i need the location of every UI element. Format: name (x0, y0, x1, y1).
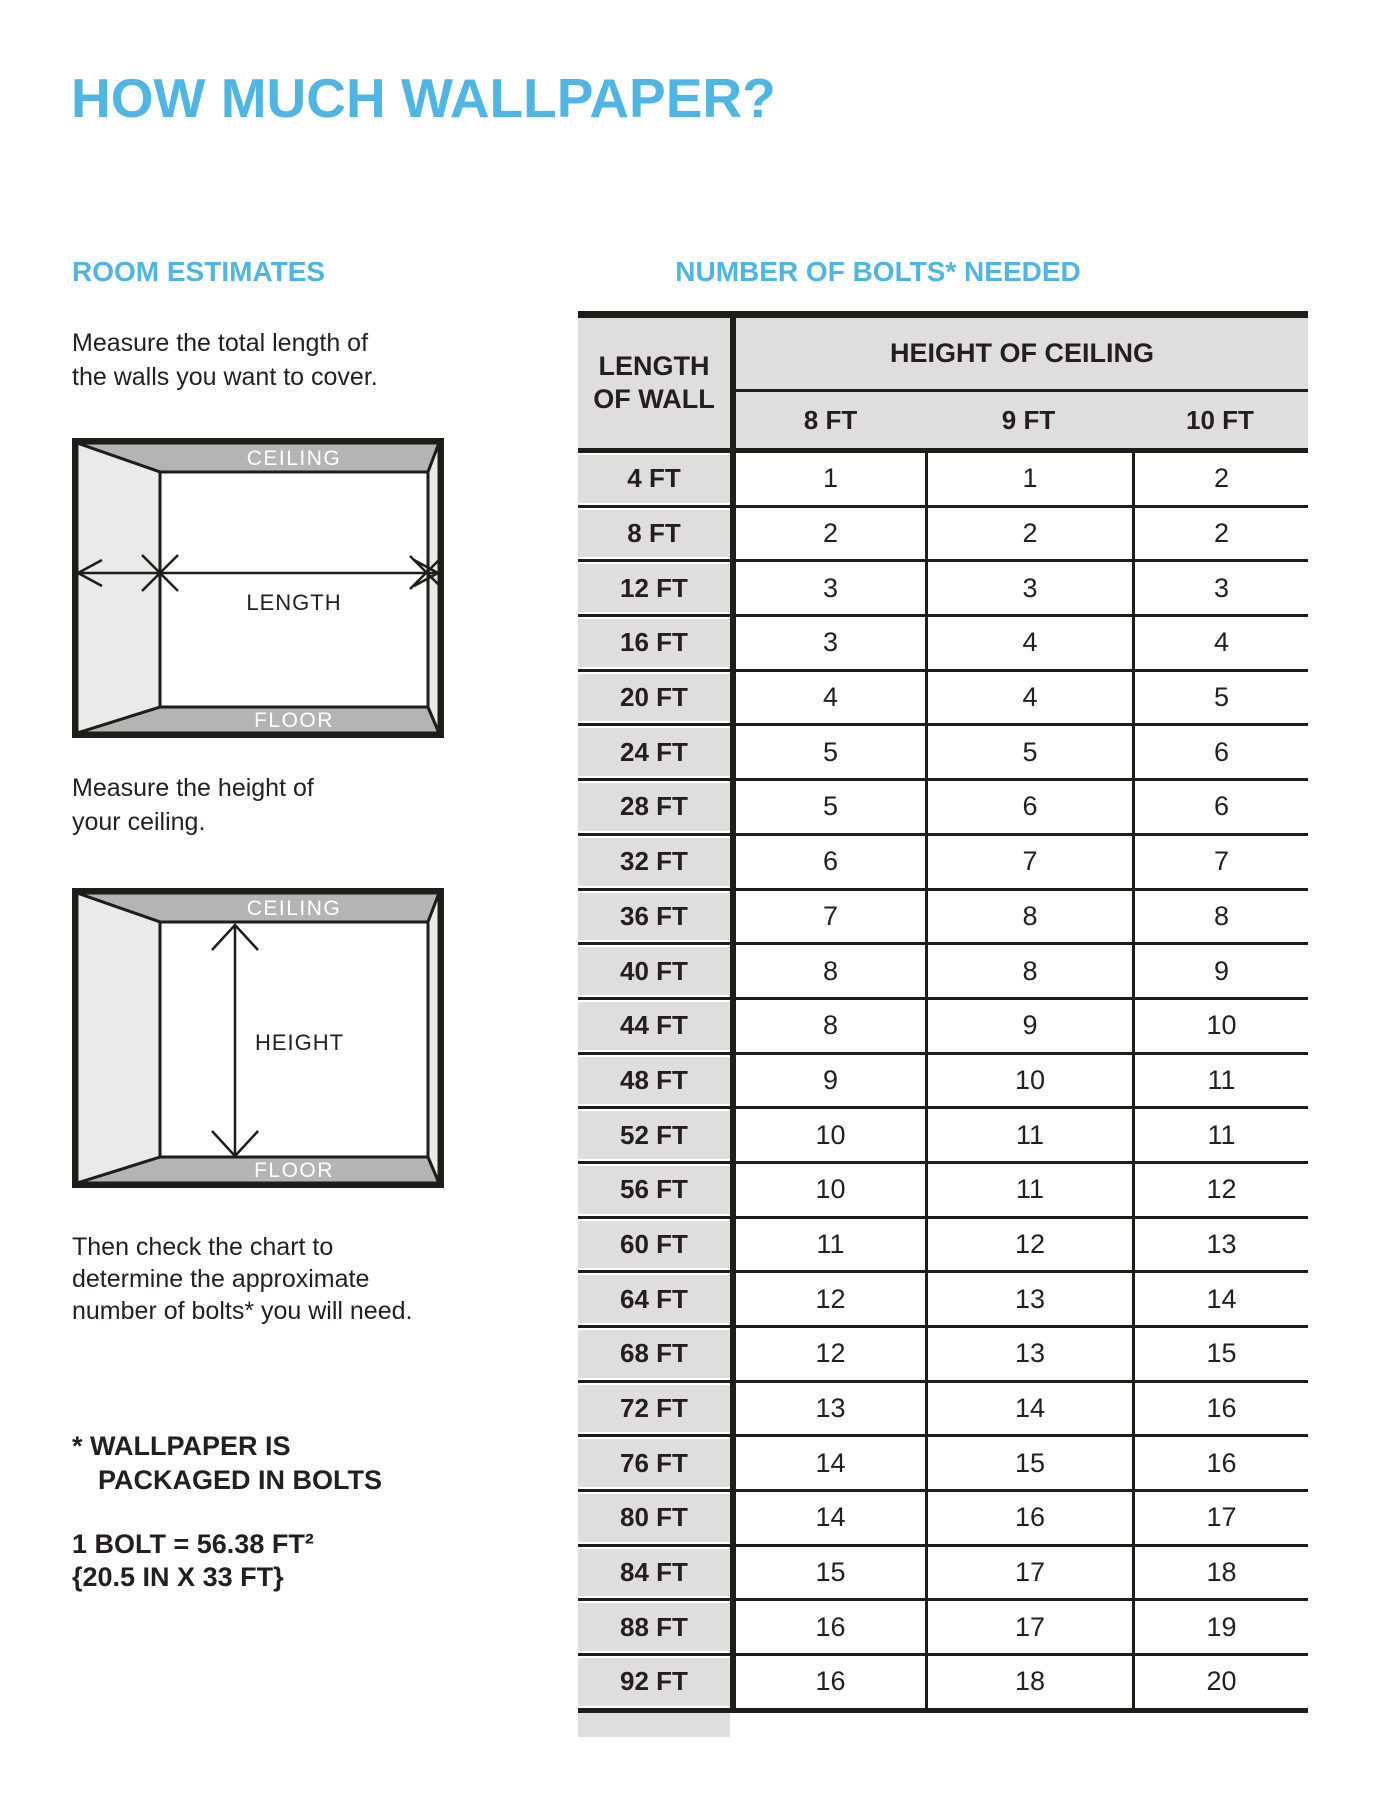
bolt-count-cell: 16 (925, 1492, 1132, 1544)
bolt-count-cell: 14 (730, 1492, 925, 1544)
bolt-count-cell: 3 (1132, 562, 1308, 614)
bolt-count-cell: 17 (925, 1547, 1132, 1599)
table-row (578, 453, 1308, 505)
bolt-count-cell: 4 (925, 617, 1132, 669)
table-row (578, 1434, 1308, 1489)
wall-length-label: 52 FT (578, 1109, 730, 1161)
wall-length-label: 84 FT (578, 1547, 730, 1599)
bolt-count-cell: 17 (925, 1601, 1132, 1653)
page-title: HOW MUCH WALLPAPER? (71, 67, 776, 129)
bolt-count-cell: 19 (1132, 1601, 1308, 1653)
table-row (578, 942, 1308, 997)
bolt-count-cell: 8 (925, 891, 1132, 943)
height-of-ceiling-header: HEIGHT OF CEILING (736, 318, 1308, 392)
bolt-count-cell: 6 (1132, 781, 1308, 833)
table-row (578, 614, 1308, 669)
text-line: number of bolts* you will need. (72, 1297, 413, 1325)
bolt-count-cell: 10 (730, 1164, 925, 1216)
measure-length-text (72, 326, 378, 394)
wall-length-label: 24 FT (578, 726, 730, 778)
table-row (578, 1380, 1308, 1435)
wall-length-label: 20 FT (578, 672, 730, 724)
bolt-count-cell: 17 (1132, 1492, 1308, 1544)
bolt-count-cell: 1 (925, 453, 1132, 505)
bolt-count-cell: 8 (925, 945, 1132, 997)
length-label: LENGTH (246, 590, 342, 615)
bolts-table (578, 311, 1308, 1737)
measure-height-text (72, 771, 314, 839)
ceiling-label: CEILING (246, 897, 342, 920)
table-row (578, 1325, 1308, 1380)
table-row (578, 1653, 1308, 1708)
bolt-count-cell: 14 (925, 1383, 1132, 1435)
bolt-count-cell: 12 (730, 1328, 925, 1380)
bolt-count-cell: 2 (1132, 453, 1308, 505)
bolt-count-cell: 5 (925, 726, 1132, 778)
text-line: 1 BOLT = 56.38 FT² (72, 1529, 314, 1559)
bolt-count-cell: 8 (730, 1000, 925, 1052)
table-row (578, 1216, 1308, 1271)
table-row (578, 1052, 1308, 1107)
bolt-count-cell: 13 (925, 1328, 1132, 1380)
bolt-count-cell: 10 (925, 1055, 1132, 1107)
table-row (578, 1489, 1308, 1544)
bolt-count-cell: 9 (730, 1055, 925, 1107)
bolt-count-cell: 11 (925, 1164, 1132, 1216)
bolt-count-cell: 11 (1132, 1109, 1308, 1161)
bolt-count-cell: 10 (730, 1109, 925, 1161)
wall-length-label: 32 FT (578, 836, 730, 888)
table-row (578, 997, 1308, 1052)
room-length-diagram (72, 438, 444, 738)
col-header-10ft: 10 FT (1186, 404, 1254, 435)
table-row (578, 833, 1308, 888)
bolt-count-cell: 15 (925, 1437, 1132, 1489)
bolt-count-cell: 5 (730, 726, 925, 778)
text-line: the walls you want to cover. (72, 363, 378, 391)
wall-length-label: 44 FT (578, 1000, 730, 1052)
wall-length-label: 4 FT (578, 453, 730, 505)
bolt-count-cell: 9 (1132, 945, 1308, 997)
bolt-count-cell: 5 (730, 781, 925, 833)
bolt-count-cell: 20 (1132, 1656, 1308, 1708)
bolt-count-cell: 12 (925, 1219, 1132, 1271)
bolt-count-cell: 9 (925, 1000, 1132, 1052)
left-wall (77, 443, 160, 733)
text-line: Measure the total length of (72, 329, 369, 357)
bolt-count-cell: 6 (925, 781, 1132, 833)
ceiling-height-subheader-row (736, 392, 1308, 448)
bolt-count-cell: 15 (1132, 1328, 1308, 1380)
bolt-count-cell: 6 (1132, 726, 1308, 778)
bolt-count-cell: 13 (1132, 1219, 1308, 1271)
table-row (578, 723, 1308, 778)
header-line: OF WALL (593, 384, 715, 414)
bolt-count-cell: 2 (730, 508, 925, 560)
wall-length-label: 8 FT (578, 508, 730, 560)
table-row (578, 559, 1308, 614)
bolt-count-cell: 4 (730, 672, 925, 724)
wall-length-label: 72 FT (578, 1383, 730, 1435)
length-of-wall-header (578, 318, 730, 448)
bolt-count-cell: 18 (1132, 1547, 1308, 1599)
floor-label: FLOOR (254, 1159, 334, 1182)
wall-length-label: 40 FT (578, 945, 730, 997)
text-line: Measure the height of (72, 774, 314, 802)
wall-length-label: 16 FT (578, 617, 730, 669)
wallpaper-bolts-footnote (72, 1429, 382, 1497)
bolt-count-cell: 14 (1132, 1273, 1308, 1325)
bolt-count-cell: 10 (1132, 1000, 1308, 1052)
wall-length-label: 12 FT (578, 562, 730, 614)
wall-length-label: 28 FT (578, 781, 730, 833)
bolt-count-cell: 8 (730, 945, 925, 997)
wall-length-label: 88 FT (578, 1601, 730, 1653)
table-row (578, 1270, 1308, 1325)
bolt-count-cell: 7 (925, 836, 1132, 888)
table-row (578, 888, 1308, 943)
wall-length-label: 60 FT (578, 1219, 730, 1271)
bolt-count-cell: 4 (925, 672, 1132, 724)
wall-length-label: 64 FT (578, 1273, 730, 1325)
bolt-count-cell: 11 (1132, 1055, 1308, 1107)
bolt-count-cell: 3 (730, 617, 925, 669)
bolt-count-cell: 3 (925, 562, 1132, 614)
bolt-count-cell: 15 (730, 1547, 925, 1599)
bolt-count-cell: 18 (925, 1656, 1132, 1708)
ceiling-height-diagram (72, 888, 444, 1188)
wall-length-label: 92 FT (578, 1656, 730, 1708)
table-row (578, 505, 1308, 560)
bolt-count-cell: 2 (925, 508, 1132, 560)
table-row (578, 669, 1308, 724)
table-row (578, 778, 1308, 833)
text-line: {20.5 IN X 33 FT} (72, 1562, 284, 1592)
bolt-count-cell: 16 (730, 1601, 925, 1653)
bolt-count-cell: 7 (1132, 836, 1308, 888)
bolt-count-cell: 6 (730, 836, 925, 888)
bolt-count-cell: 13 (730, 1383, 925, 1435)
table-row (578, 1161, 1308, 1216)
col-header-8ft: 8 FT (803, 404, 858, 435)
table-row (578, 1106, 1308, 1161)
bolt-count-cell: 7 (730, 891, 925, 943)
text-line: determine the approximate (72, 1265, 370, 1293)
label-column-stub (578, 1713, 730, 1737)
wall-length-label: 68 FT (578, 1328, 730, 1380)
bolts-table-body (578, 448, 1308, 1708)
text-line: * WALLPAPER IS (72, 1431, 291, 1461)
table-row (578, 1544, 1308, 1599)
bolt-count-cell: 11 (925, 1109, 1132, 1161)
check-chart-text (72, 1231, 412, 1327)
table-top-border (578, 311, 1308, 318)
floor-label: FLOOR (254, 709, 334, 732)
bolt-count-cell: 1 (730, 453, 925, 505)
text-line: PACKAGED IN BOLTS (98, 1465, 383, 1495)
wall-length-label: 48 FT (578, 1055, 730, 1107)
bolts-needed-heading: NUMBER OF BOLTS* NEEDED (675, 256, 1081, 287)
bolt-count-cell: 3 (730, 562, 925, 614)
wall-length-label: 76 FT (578, 1437, 730, 1489)
height-label: HEIGHT (255, 1030, 345, 1055)
bolt-count-cell: 16 (1132, 1437, 1308, 1489)
bolt-count-cell: 11 (730, 1219, 925, 1271)
text-line: Then check the chart to (72, 1233, 334, 1261)
bolt-count-cell: 8 (1132, 891, 1308, 943)
bolt-count-cell: 14 (730, 1437, 925, 1489)
text-line: your ceiling. (72, 808, 206, 836)
bolt-count-cell: 12 (730, 1273, 925, 1325)
col-header-9ft: 9 FT (1001, 404, 1056, 435)
wall-length-label: 80 FT (578, 1492, 730, 1544)
table-row (578, 1598, 1308, 1653)
wall-length-label: 56 FT (578, 1164, 730, 1216)
wall-length-label: 36 FT (578, 891, 730, 943)
bolt-count-cell: 4 (1132, 617, 1308, 669)
bolt-count-cell: 16 (1132, 1383, 1308, 1435)
table-header (578, 318, 1308, 448)
room-estimates-heading: ROOM ESTIMATES (72, 256, 326, 287)
bolt-count-cell: 12 (1132, 1164, 1308, 1216)
bolt-count-cell: 5 (1132, 672, 1308, 724)
right-wall (428, 893, 439, 1183)
left-wall (77, 893, 160, 1183)
right-wall (428, 443, 439, 733)
bolt-count-cell: 2 (1132, 508, 1308, 560)
height-of-ceiling-group (730, 318, 1308, 448)
bolt-count-cell: 13 (925, 1273, 1132, 1325)
bolt-count-cell: 16 (730, 1656, 925, 1708)
header-line: LENGTH (598, 351, 710, 381)
ceiling-label: CEILING (246, 447, 342, 470)
bolt-size-info (72, 1528, 314, 1594)
